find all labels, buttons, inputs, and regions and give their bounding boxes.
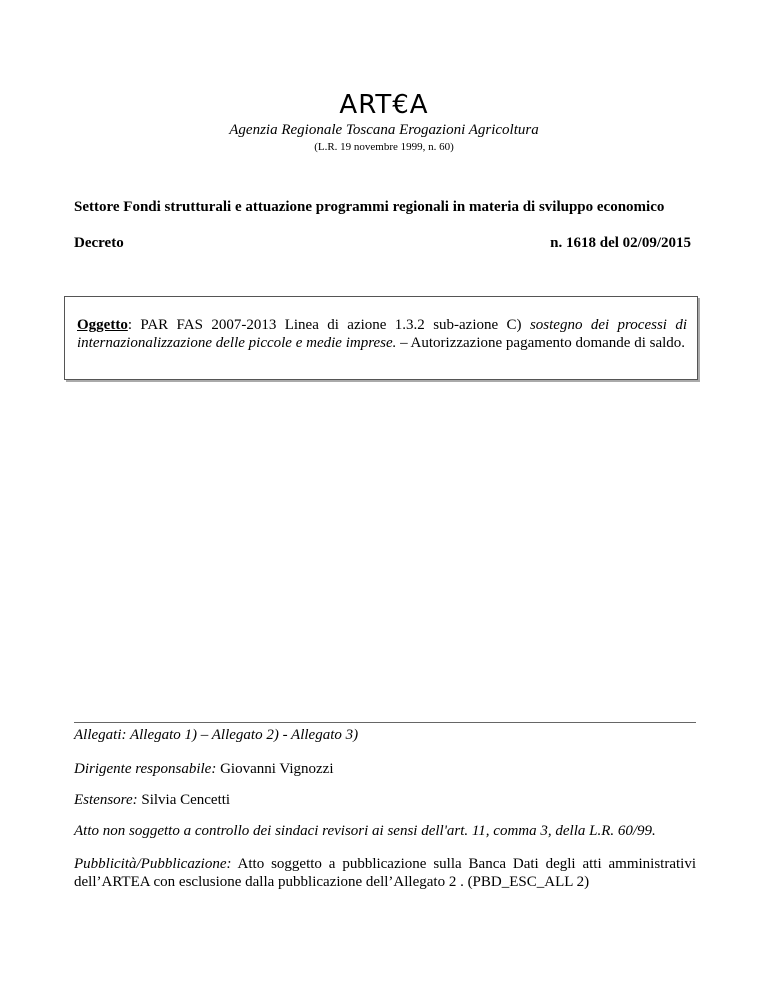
decree-number: n. 1618 del 02/09/2015 [550, 235, 691, 251]
artea-logo: ART€A [339, 90, 429, 120]
sector-title: Settore Fondi strutturali e attuazione programmi regionali in materia di sviluppo economico [74, 199, 665, 215]
agency-name: Agenzia Regionale Toscana Erogazioni Agricoltura [229, 122, 539, 138]
subject-label: Oggetto [77, 317, 128, 333]
publicity-text: Atto soggetto a pubblicazione sulla Banca Dati degli atti amministrativi dell’ARTEA con esclusione dalla pubblicazione dell’Allegato 2 . (PBD_ESC_ALL 2) [74, 856, 696, 890]
author-label: Estensore: [74, 792, 138, 808]
control-note: Atto non soggetto a controllo dei sindaci revisori ai sensi dell'art. 11, comma 3, della L.R. 60/99. [74, 823, 656, 839]
subject-box [64, 296, 698, 380]
manager-line [74, 761, 333, 778]
manager-name: Giovanni Vignozzi [216, 761, 334, 777]
publicity-label: Pubblicità/Pubblicazione: [74, 856, 232, 872]
author-name: Silvia Cencetti [137, 792, 231, 808]
manager-label: Dirigente responsabile: [74, 761, 217, 777]
attachments: Allegati: Allegato 1) – Allegato 2) - Allegato 3) [74, 727, 359, 743]
subject-text-2: – Autorizzazione pagamento domande di saldo. [396, 335, 686, 351]
publicity-note [74, 855, 696, 891]
divider [74, 722, 696, 723]
author-line [74, 792, 230, 809]
decree-row [74, 235, 691, 252]
law-reference: (L.R. 19 novembre 1999, n. 60) [314, 141, 454, 153]
subject-text-italic: sostegno dei processi di internazionalizzazione delle piccole e medie imprese. [77, 317, 688, 351]
decree-label: Decreto [74, 235, 124, 251]
subject-text-1: : PAR FAS 2007-2013 Linea di azione 1.3.2 sub-azione C) [127, 317, 530, 333]
